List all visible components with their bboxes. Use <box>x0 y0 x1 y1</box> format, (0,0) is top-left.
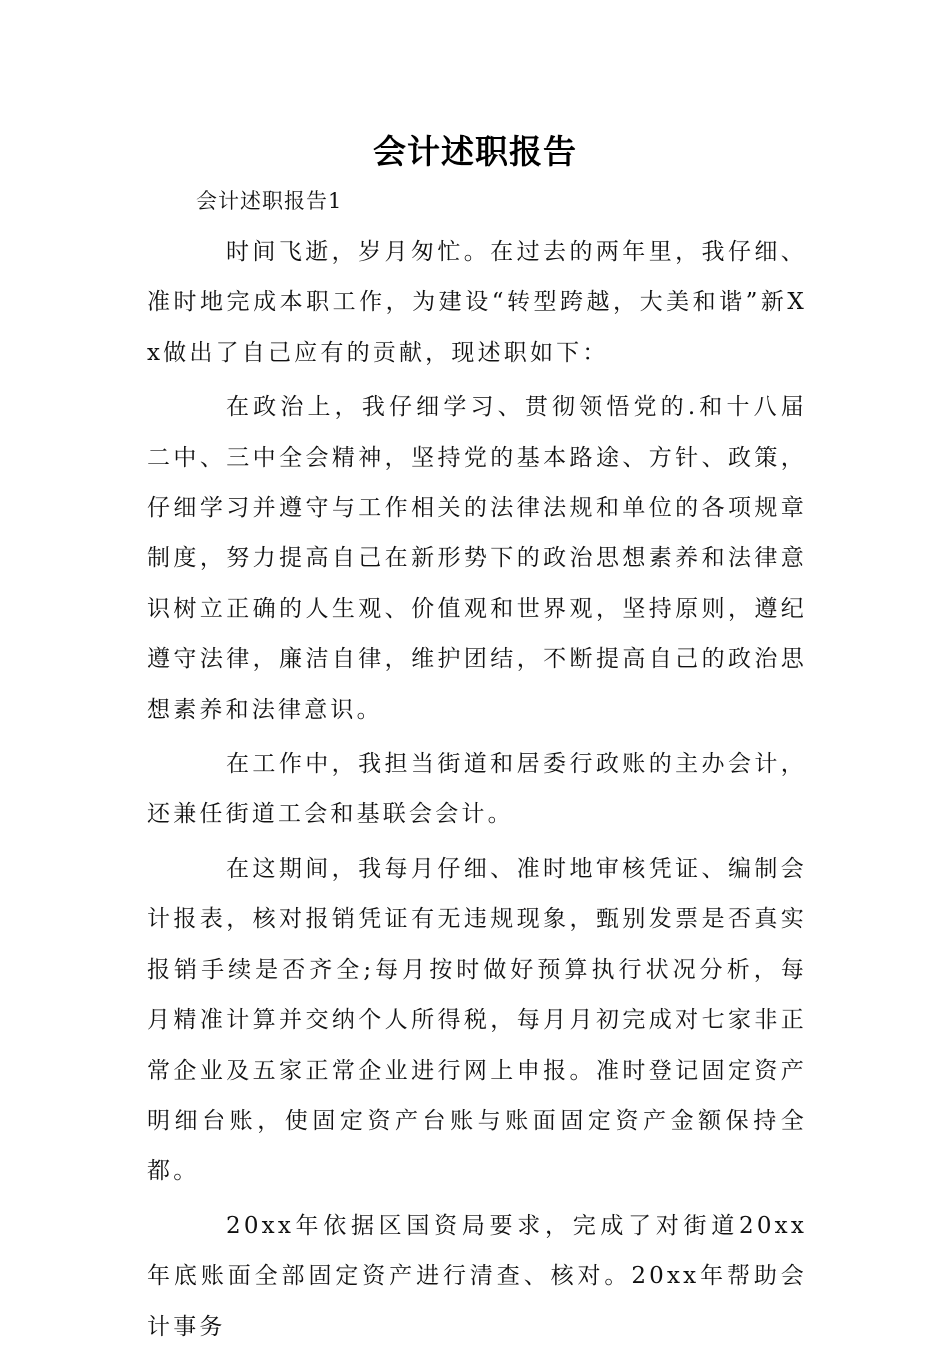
paragraph-duties: 在这期间，我每月仔细、准时地审核凭证、编制会计报表，核对报销凭证有无违规现象，甄别发票是否真实报销手续是否齐全;每月按时做好预算执行状况分析，每月精准计算并交纳个人所得税，每月月初完成对七家非正常企业及五家正常企业进行网上申报。准时登记固定资产明细台账，使固定资产台账与账面固定资产金额保持全都。 <box>147 855 807 1185</box>
document-body <box>147 227 807 1356</box>
paragraph-politics: 在政治上，我仔细学习、贯彻领悟党的.和十八届二中、三中全会精神，坚持党的基本路途、方针、政策，仔细学习并遵守与工作相关的法律法规和单位的各项规章制度，努力提高自己在新形势下的政治思想素养和法律意识树立正确的人生观、价值观和世界观，坚持原则，遵纪遵守法律，廉洁自律，维护团结，不断提高自己的政治思想素养和法律意识。 <box>147 394 807 723</box>
paragraph-assets: 20xx年依据区国资局要求，完成了对街道20xx年底账面全部固定资产进行清查、核对。20xx年帮助会计事务 <box>147 1212 807 1340</box>
paragraph-work: 在工作中，我担当街道和居委行政账的主办会计，还兼任街道工会和基联会会计。 <box>147 751 807 828</box>
document-subtitle: 会计述职报告1 <box>196 189 343 213</box>
paragraph-intro: 时间飞逝，岁月匆忙。在过去的两年里，我仔细、准时地完成本职工作，为建设“转型跨越，大美和谐”新Xx做出了自己应有的贡献，现述职如下： <box>147 239 807 366</box>
document-title: 会计述职报告 <box>373 132 577 171</box>
